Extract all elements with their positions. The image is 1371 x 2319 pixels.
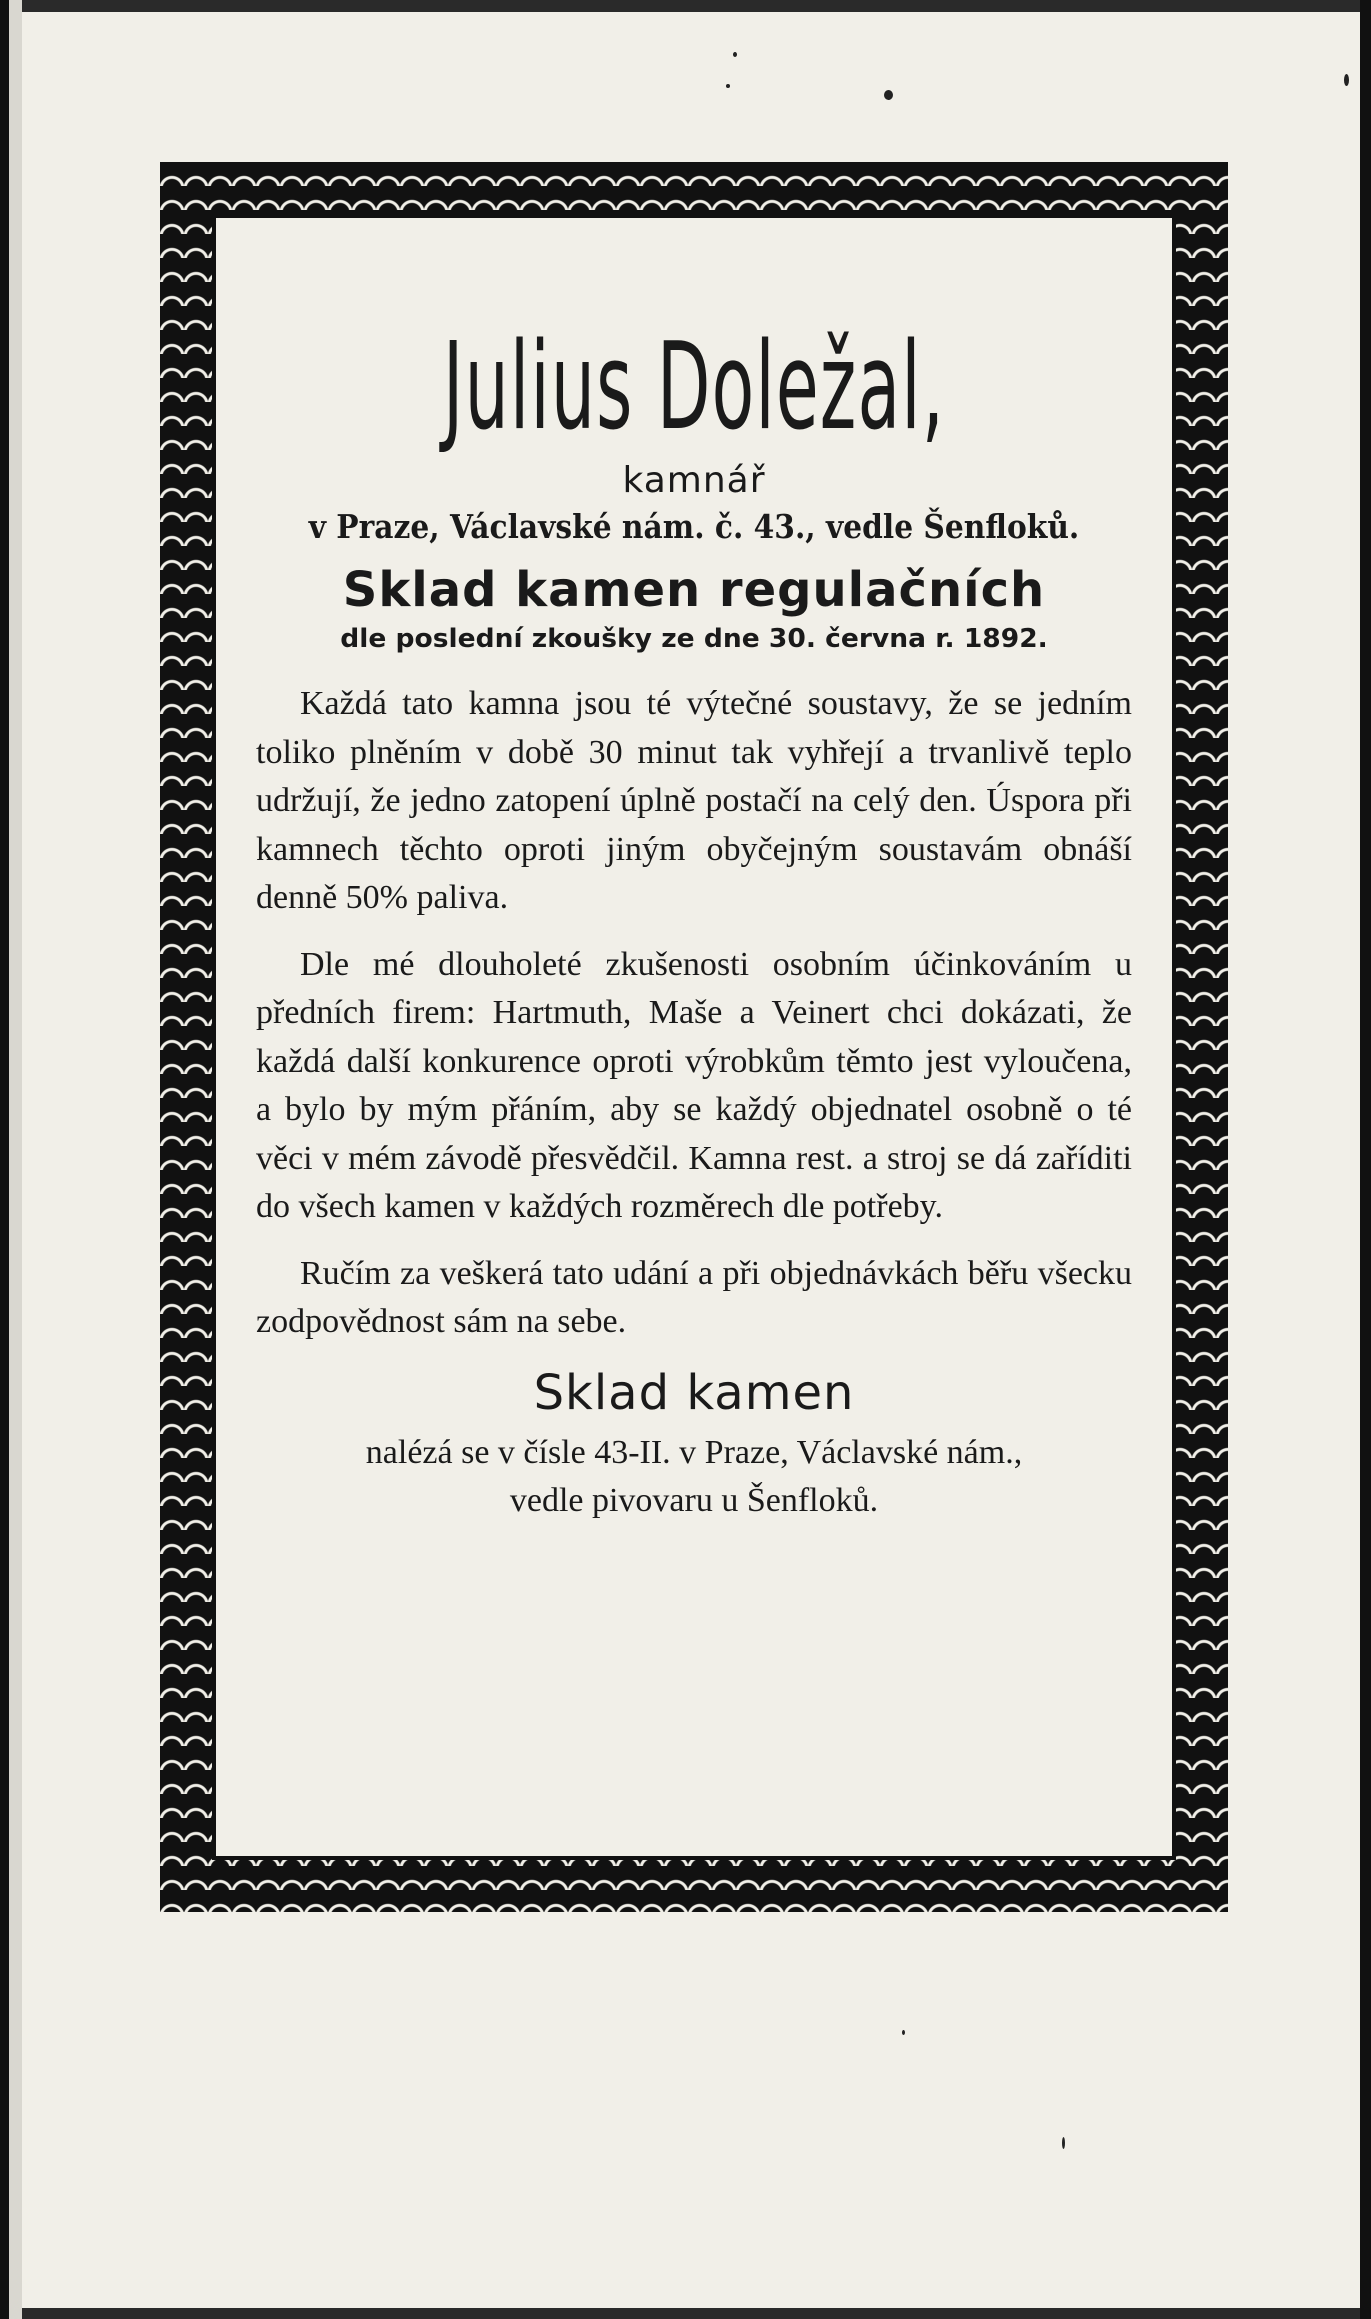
paper-speck: [1062, 2137, 1065, 2149]
footer-location-line-1: nalézá se v čísle 43-II. v Praze, Václavské nám.,: [365, 1433, 1023, 1471]
paper-speck: [733, 52, 737, 57]
advert-paragraph-3: Ručím za veškerá tato udání a při objednávkách běřu všecku zodpovědnost sám na sebe.: [256, 1254, 1132, 1340]
paper-speck: [884, 90, 893, 100]
advert-content: [256, 318, 1132, 1525]
advertiser-name: Julius Doležal,: [442, 318, 946, 457]
right-page-edge: [1360, 0, 1371, 2319]
advert-paragraph-2: Dle mé dlouholeté zkušenosti osobním účinkováním u předních firem: Hartmuth, Maše a Veinert chci dokázati, že každá další konkurence oproti výrobkům těmto jest vyloučena, a bylo by mým přáním, aby se každý objednatel osobně o té věci v mém závodě přesvědčil. Kamna rest. a stroj se dá zaříditi do všech kamen v každých rozměrech dle potřeby.: [256, 945, 1132, 1225]
ornamental-border: [160, 162, 1228, 1912]
advertiser-address: v Praze, Václavské nám. č. 43., vedle Šenfloků.: [308, 507, 1080, 546]
advert-panel: [212, 214, 1176, 1860]
advert-paragraph-1: Každá tato kamna jsou té výtečné soustavy, že se jedním toliko plněním v době 30 minut tak vyhřejí a trvanlivě teplo udržují, že jedno zatopení úplně postačí na celý den. Úspora při kamnech těchto oproti jiným obyčejným soustavám obnáší denně 50% paliva.: [256, 685, 1132, 916]
footer-heading: Sklad kamen: [533, 1364, 855, 1421]
left-page-edge: [0, 0, 22, 2319]
footer-location-line-2: vedle pivovaru u Šenfloků.: [509, 1481, 879, 1519]
advert-subheading: dle poslední zkoušky ze dne 30. června r. 1892.: [340, 624, 1048, 654]
paper-speck: [902, 2030, 905, 2035]
paper-speck: [726, 84, 730, 88]
advert-heading: Sklad kamen regulačních: [342, 562, 1046, 618]
advertiser-trade: kamnář: [622, 460, 766, 501]
paper-speck: [1344, 74, 1349, 86]
